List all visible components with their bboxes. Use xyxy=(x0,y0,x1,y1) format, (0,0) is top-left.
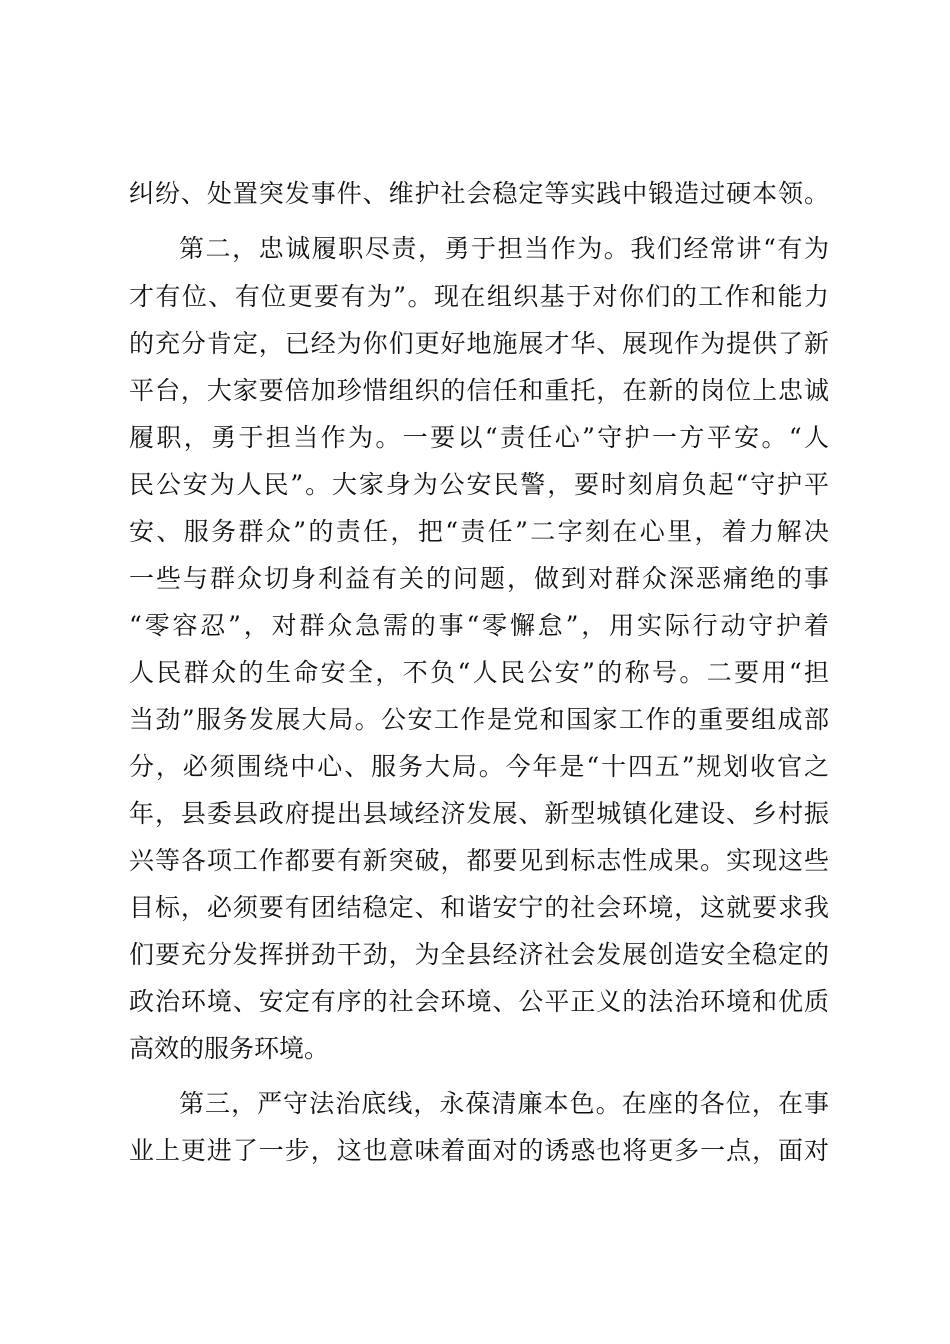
text-line xyxy=(0,839,950,883)
text-line xyxy=(0,933,950,977)
text-line xyxy=(0,604,950,648)
text-line xyxy=(0,651,950,695)
line-text: 才有位、有位更要有为”。现在组织基于对你们的工作和能力 xyxy=(129,282,829,311)
text-line xyxy=(0,792,950,836)
line-text: 当劲”服务发展大局。公安工作是党和国家工作的重要组成部 xyxy=(129,705,829,734)
line-text: 履职，勇于担当作为。一要以“责任心”守护一方平安。“人 xyxy=(129,423,829,452)
line-text: 民公安为人民”。大家身为公安民警，要时刻肩负起“守护平 xyxy=(129,470,829,499)
text-line xyxy=(0,557,950,601)
line-text: 纠纷、处置突发事件、维护社会稳定等实践中锻造过硬本领。 xyxy=(129,179,829,208)
line-text: 第二，忠诚履职尽责，勇于担当作为。我们经常讲“有为 xyxy=(179,234,829,263)
text-line xyxy=(0,510,950,554)
line-text: 业上更进了一步，这也意味着面对的诱惑也将更多一点，面对 xyxy=(129,1136,829,1165)
text-line xyxy=(0,416,950,460)
text-line xyxy=(0,980,950,1024)
text-line xyxy=(0,369,950,413)
text-line xyxy=(0,463,950,507)
line-text: 安、服务群众”的责任，把“责任”二字刻在心里，着力解决 xyxy=(129,517,829,546)
line-text: 目标，必须要有团结稳定、和谐安宁的社会环境，这就要求我 xyxy=(129,893,829,922)
line-text: 高效的服务环境。 xyxy=(129,1034,330,1063)
line-text: 第三，严守法治底线，永葆清廉本色。在座的各位，在事 xyxy=(179,1089,829,1118)
line-text: 年，县委县政府提出县域经济发展、新型城镇化建设、乡村振 xyxy=(129,799,829,828)
line-text: 人民群众的生命安全，不负“人民公安”的称号。二要用“担 xyxy=(129,658,829,687)
text-line xyxy=(0,227,950,271)
line-text: 兴等各项工作都要有新突破，都要见到标志性成果。实现这些 xyxy=(129,846,829,875)
text-line xyxy=(0,1027,950,1071)
line-text: 分，必须围绕中心、服务大局。今年是“十四五”规划收官之 xyxy=(129,752,829,781)
text-line xyxy=(0,698,950,742)
line-text: 的充分肯定，已经为你们更好地施展才华、展现作为提供了新 xyxy=(129,329,829,358)
text-line xyxy=(0,1082,950,1126)
text-line xyxy=(0,745,950,789)
text-line xyxy=(0,322,950,366)
line-text: 们要充分发挥拼劲干劲，为全县经济社会发展创造安全稳定的 xyxy=(129,940,829,969)
line-text: 一些与群众切身利益有关的问题，做到对群众深恶痛绝的事 xyxy=(129,564,829,593)
line-text: 平台，大家要倍加珍惜组织的信任和重托，在新的岗位上忠诚 xyxy=(129,376,829,405)
text-line xyxy=(0,886,950,930)
line-text: 政治环境、安定有序的社会环境、公平正义的法治环境和优质 xyxy=(129,987,829,1016)
text-line xyxy=(0,275,950,319)
text-line xyxy=(0,172,950,216)
text-line xyxy=(0,1129,950,1173)
line-text: “零容忍”，对群众急需的事“零懈怠”，用实际行动守护着 xyxy=(129,611,829,640)
